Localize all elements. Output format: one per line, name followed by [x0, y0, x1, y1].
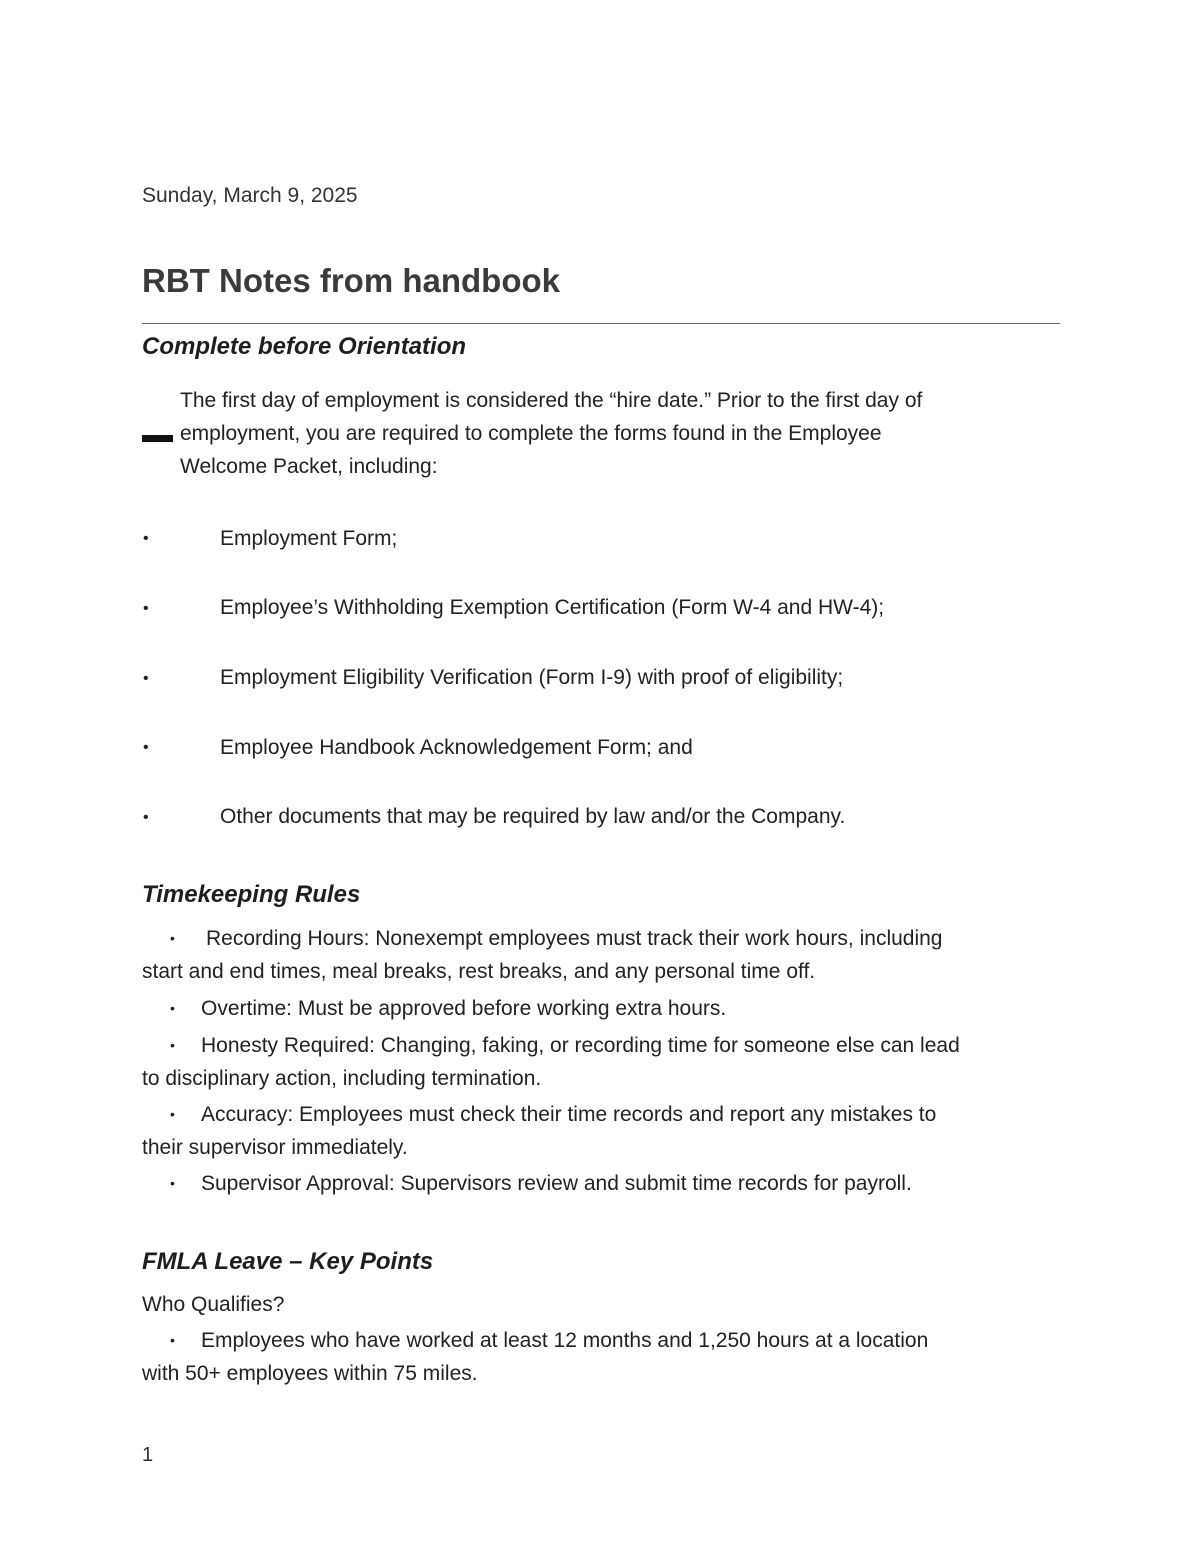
intro-line-2: employment, you are required to complete the forms found in the Employee	[180, 422, 882, 445]
bullet-icon: •	[143, 530, 149, 547]
list-item: Other documents that may be required by law and/or the Company.	[220, 805, 846, 828]
section-heading-fmla: FMLA Leave – Key Points	[142, 1248, 434, 1275]
document-title: RBT Notes from handbook	[142, 262, 560, 299]
list-item: Employment Form;	[220, 527, 398, 550]
bullet-icon: •	[143, 739, 149, 756]
bullet-icon: •	[170, 1106, 175, 1122]
section-heading-timekeeping: Timekeeping Rules	[142, 881, 361, 908]
fmla-item-line: with 50+ employees within 75 miles.	[142, 1362, 478, 1385]
bullet-icon: •	[143, 670, 149, 687]
list-item: Employee’s Withholding Exemption Certification (Form W-4 and HW-4);	[220, 596, 885, 619]
rule-item-line: start and end times, meal breaks, rest breaks, and any personal time off.	[142, 960, 816, 983]
bullet-icon: •	[143, 809, 149, 826]
document-date: Sunday, March 9, 2025	[142, 184, 358, 207]
bullet-icon: •	[170, 1037, 175, 1053]
rule-item-line: Overtime: Must be approved before working extra hours.	[201, 997, 727, 1020]
rule-item-line: their supervisor immediately.	[142, 1136, 408, 1159]
bullet-icon: •	[170, 930, 175, 946]
list-item: Employment Eligibility Verification (Form I-9) with proof of eligibility;	[220, 666, 844, 689]
intro-line-3: Welcome Packet, including:	[180, 455, 438, 478]
list-item: Employee Handbook Acknowledgement Form; and	[220, 736, 693, 759]
bullet-icon: •	[143, 600, 149, 617]
title-divider	[142, 323, 1060, 324]
fmla-subheading: Who Qualifies?	[142, 1293, 285, 1316]
bullet-icon: •	[170, 1000, 175, 1016]
intro-line-1: The first day of employment is considered the “hire date.” Prior to the first day of	[180, 389, 923, 412]
rule-item-line: Accuracy: Employees must check their time records and report any mistakes to	[201, 1103, 937, 1126]
highlight-marker	[142, 435, 173, 442]
fmla-item-line: Employees who have worked at least 12 months and 1,250 hours at a location	[201, 1329, 929, 1352]
rule-item-line: Supervisor Approval: Supervisors review and submit time records for payroll.	[201, 1172, 912, 1195]
bullet-icon: •	[170, 1332, 175, 1348]
bullet-icon: •	[170, 1175, 175, 1191]
rule-item-line: Honesty Required: Changing, faking, or recording time for someone else can lead	[201, 1034, 960, 1057]
page-number: 1	[142, 1444, 154, 1466]
rule-item-line: Recording Hours: Nonexempt employees must track their work hours, including	[206, 927, 943, 950]
section-heading-orientation: Complete before Orientation	[142, 333, 467, 360]
rule-item-line: to disciplinary action, including termination.	[142, 1067, 542, 1090]
